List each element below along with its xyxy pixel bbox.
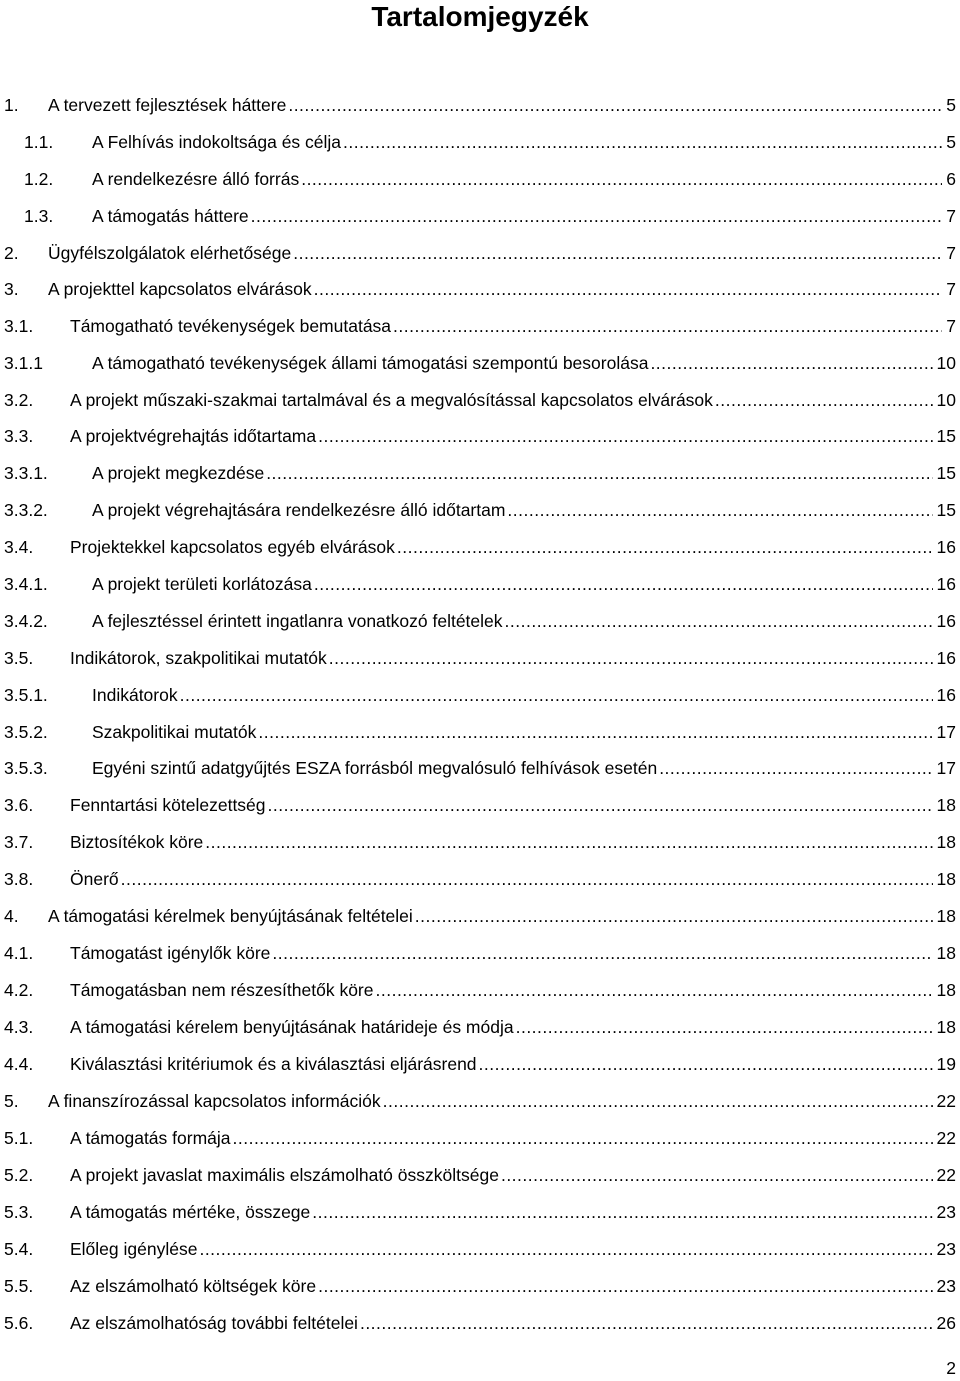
toc-entry-title: Előleg igénylése xyxy=(70,1239,198,1259)
toc-entry-title: Fenntartási kötelezettség xyxy=(70,795,266,815)
toc-entry-title: Támogatható tevékenységek bemutatása xyxy=(70,316,392,336)
toc-entry[interactable] xyxy=(0,238,960,268)
toc-dot-leader xyxy=(360,1308,933,1338)
toc-dot-leader xyxy=(501,1160,933,1190)
toc-entry-page: 7 xyxy=(946,243,956,263)
toc-entry-number: 5.6. xyxy=(4,1313,34,1333)
toc-entry[interactable] xyxy=(0,938,960,968)
toc-dot-leader xyxy=(516,1012,933,1042)
toc-entry[interactable] xyxy=(0,569,960,599)
toc-entry-title: A projekt műszaki-szakmai tartalmával és a megvalósítással kapcsolatos elvárások xyxy=(70,390,713,410)
toc-dot-leader xyxy=(314,569,933,599)
toc-entry-title: Támogatást igénylők köre xyxy=(70,943,271,963)
toc-entry[interactable] xyxy=(0,1197,960,1227)
toc-dot-leader xyxy=(293,238,942,268)
toc-entry-number: 3.3.2. xyxy=(4,500,48,520)
toc-entry-number: 5.1. xyxy=(4,1128,34,1148)
toc-entry-number: 2. xyxy=(4,243,19,263)
toc-entry-number: 5.3. xyxy=(4,1202,34,1222)
toc-entry-number: 3.5. xyxy=(4,648,34,668)
toc-dot-leader xyxy=(268,790,933,820)
toc-entry[interactable] xyxy=(0,1271,960,1301)
toc-entry-title: Indikátorok xyxy=(92,685,178,705)
toc-entry-page: 16 xyxy=(936,537,956,557)
toc-entry-number: 3.8. xyxy=(4,869,34,889)
toc-entry-page: 23 xyxy=(936,1276,956,1296)
toc-entry[interactable] xyxy=(0,1123,960,1153)
toc-entry[interactable] xyxy=(0,421,960,451)
toc-entry-number: 3.4. xyxy=(4,537,34,557)
toc-entry-number: 3.3.1. xyxy=(4,463,48,483)
toc-entry-page: 7 xyxy=(946,316,956,336)
toc-entry-title: A projekt területi korlátozása xyxy=(92,574,312,594)
toc-entry-page: 7 xyxy=(946,279,956,299)
toc-entry-page: 18 xyxy=(936,869,956,889)
toc-dot-leader xyxy=(650,348,932,378)
toc-dot-leader xyxy=(659,753,932,783)
toc-entry-number: 1.2. xyxy=(24,169,54,189)
toc-dot-leader xyxy=(479,1049,933,1079)
toc-dot-leader xyxy=(318,421,932,451)
toc-entry-page: 22 xyxy=(936,1128,956,1148)
toc-entry-number: 1.3. xyxy=(24,206,54,226)
toc-entry-title: A finanszírozással kapcsolatos információk xyxy=(48,1091,381,1111)
toc-entry-number: 4.2. xyxy=(4,980,34,1000)
toc-entry[interactable] xyxy=(0,753,960,783)
toc-entry[interactable] xyxy=(0,1160,960,1190)
toc-dot-leader xyxy=(180,680,933,710)
toc-entry-number: 3.1. xyxy=(4,316,34,336)
toc-dot-leader xyxy=(415,901,933,931)
toc-entry[interactable] xyxy=(0,532,960,562)
toc-entry-number: 3.5.3. xyxy=(4,758,48,778)
toc-entry-page: 6 xyxy=(946,169,956,189)
toc-entry-number: 4.1. xyxy=(4,943,34,963)
toc-entry-page: 7 xyxy=(946,206,956,226)
toc-entry[interactable] xyxy=(0,790,960,820)
toc-entry[interactable] xyxy=(0,901,960,931)
toc-entry[interactable] xyxy=(0,975,960,1005)
toc-dot-leader xyxy=(383,1086,933,1116)
toc-entry-page: 15 xyxy=(936,426,956,446)
toc-entry-page: 18 xyxy=(936,795,956,815)
toc-entry-number: 3.3. xyxy=(4,426,34,446)
toc-entry-title: Biztosítékok köre xyxy=(70,832,204,852)
toc-entry-number: 4.3. xyxy=(4,1017,34,1037)
toc-entry-title: A támogatható tevékenységek állami támogatási szempontú besorolása xyxy=(92,353,649,373)
toc-entry-number: 3.2. xyxy=(4,390,34,410)
toc-dot-leader xyxy=(272,938,932,968)
toc-dot-leader xyxy=(507,495,932,525)
toc-entry-page: 15 xyxy=(936,500,956,520)
toc-entry-title: A projekttel kapcsolatos elvárások xyxy=(48,279,312,299)
toc-dot-leader xyxy=(329,643,933,673)
toc-entry-page: 23 xyxy=(936,1202,956,1222)
toc-entry-page: 17 xyxy=(936,722,956,742)
toc-entry-number: 3.1.1 xyxy=(4,353,43,373)
toc-entry-number: 3.4.2. xyxy=(4,611,48,631)
toc-entry-page: 23 xyxy=(936,1239,956,1259)
toc-entry-title: Projektekkel kapcsolatos egyéb elvárások xyxy=(70,537,395,557)
toc-entry-title: A projekt megkezdése xyxy=(92,463,265,483)
toc-entry[interactable] xyxy=(0,458,960,488)
toc-entry-page: 18 xyxy=(936,1017,956,1037)
toc-entry-number: 3.7. xyxy=(4,832,34,852)
toc-entry[interactable] xyxy=(0,495,960,525)
toc-dot-leader xyxy=(505,606,933,636)
toc-dot-leader xyxy=(314,274,943,304)
toc-entry-page: 16 xyxy=(936,611,956,631)
toc-entry-title: A támogatás mértéke, összege xyxy=(70,1202,311,1222)
toc-dot-leader xyxy=(376,975,933,1005)
toc-dot-leader xyxy=(266,458,932,488)
toc-entry[interactable] xyxy=(0,274,960,304)
toc-entry-page: 17 xyxy=(936,758,956,778)
toc-entry[interactable] xyxy=(0,201,960,231)
toc-entry[interactable] xyxy=(0,127,960,157)
toc-entry-title: Szakpolitikai mutatók xyxy=(92,722,257,742)
toc-entry-page: 19 xyxy=(936,1054,956,1074)
toc-dot-leader xyxy=(233,1123,933,1153)
toc-entry[interactable] xyxy=(0,348,960,378)
toc-entry-title: A tervezett fejlesztések háttere xyxy=(48,95,287,115)
page-title: Tartalomjegyzék xyxy=(371,1,589,32)
toc-entry[interactable] xyxy=(0,311,960,341)
toc-entry-title: Az elszámolható költségek köre xyxy=(70,1276,317,1296)
toc-entry[interactable] xyxy=(0,643,960,673)
toc-entry[interactable] xyxy=(0,1049,960,1079)
toc-entry-page: 5 xyxy=(946,132,956,152)
toc-dot-leader xyxy=(397,532,933,562)
toc-entry-title: Ügyfélszolgálatok elérhetősége xyxy=(48,243,292,263)
toc-entry-title: A támogatás háttere xyxy=(92,206,249,226)
toc-dot-leader xyxy=(312,1197,932,1227)
toc-entry-number: 5.5. xyxy=(4,1276,34,1296)
toc-entry-title: A rendelkezésre álló forrás xyxy=(92,169,300,189)
toc-entry-page: 22 xyxy=(936,1165,956,1185)
toc-entry[interactable] xyxy=(0,1308,960,1338)
toc-entry-title: Támogatásban nem részesíthetők köre xyxy=(70,980,374,1000)
toc-entry[interactable] xyxy=(0,1234,960,1264)
toc-entry-page: 18 xyxy=(936,832,956,852)
toc-entry-title: Kiválasztási kritériumok és a kiválasztási eljárásrend xyxy=(70,1054,477,1074)
toc-entry-number: 4.4. xyxy=(4,1054,34,1074)
toc-entry-number: 1.1. xyxy=(24,132,54,152)
toc-entry-page: 15 xyxy=(936,463,956,483)
toc-entry-number: 3.5.2. xyxy=(4,722,48,742)
toc-entry-title: A projekt végrehajtására rendelkezésre álló időtartam xyxy=(92,500,506,520)
toc-entry-page: 10 xyxy=(936,390,956,410)
toc-entry-number: 5.2. xyxy=(4,1165,34,1185)
toc-dot-leader xyxy=(393,311,942,341)
toc-entry-page: 16 xyxy=(936,685,956,705)
toc-entry-number: 1. xyxy=(4,95,19,115)
toc-entry[interactable] xyxy=(0,827,960,857)
toc-entry[interactable] xyxy=(0,606,960,636)
toc-entry[interactable] xyxy=(0,717,960,747)
toc-entry-number: 3.6. xyxy=(4,795,34,815)
toc-dot-leader xyxy=(301,164,942,194)
toc-dot-leader xyxy=(258,717,932,747)
toc-entry-title: Önerő xyxy=(70,869,119,889)
toc-entry-title: A projekt javaslat maximális elszámolható összköltsége xyxy=(70,1165,499,1185)
toc-dot-leader xyxy=(715,385,933,415)
toc-entry-title: A projektvégrehajtás időtartama xyxy=(70,426,317,446)
toc-entry[interactable] xyxy=(0,1012,960,1042)
toc-entry-title: A Felhívás indokoltsága és célja xyxy=(92,132,342,152)
toc-entry[interactable] xyxy=(0,164,960,194)
toc-entry[interactable] xyxy=(0,1086,960,1116)
toc-entry-page: 22 xyxy=(936,1091,956,1111)
toc-dot-leader xyxy=(199,1234,932,1264)
toc-entry-title: Egyéni szintű adatgyűjtés ESZA forrásból megvalósuló felhívások esetén xyxy=(92,758,658,778)
toc-dot-leader xyxy=(318,1271,932,1301)
toc-entry-page: 16 xyxy=(936,648,956,668)
toc-entry-number: 5. xyxy=(4,1091,19,1111)
toc-entry[interactable] xyxy=(0,385,960,415)
toc-entry-title: A támogatási kérelem benyújtásának határideje és módja xyxy=(70,1017,514,1037)
toc-entry-page: 18 xyxy=(936,906,956,926)
toc-entry-number: 3.5.1. xyxy=(4,685,48,705)
toc-entry[interactable] xyxy=(0,680,960,710)
toc-entry-number: 3. xyxy=(4,279,19,299)
toc-dot-leader xyxy=(205,827,932,857)
toc-entry-title: A támogatás formája xyxy=(70,1128,231,1148)
toc-entry-title: Az elszámolhatóság további feltételei xyxy=(70,1313,358,1333)
toc-entry-title: A támogatási kérelmek benyújtásának feltételei xyxy=(48,906,413,926)
toc-entry-number: 5.4. xyxy=(4,1239,34,1259)
toc-entry-page: 18 xyxy=(936,980,956,1000)
toc-entry-title: Indikátorok, szakpolitikai mutatók xyxy=(70,648,327,668)
toc-entry[interactable] xyxy=(0,864,960,894)
toc-entry-page: 18 xyxy=(936,943,956,963)
page-number: 2 xyxy=(946,1358,956,1378)
toc-dot-leader xyxy=(121,864,933,894)
toc-entry-page: 26 xyxy=(936,1313,956,1333)
toc-entry-number: 3.4.1. xyxy=(4,574,48,594)
toc-entry-page: 10 xyxy=(936,353,956,373)
toc-dot-leader xyxy=(251,201,943,231)
toc-entry-page: 16 xyxy=(936,574,956,594)
toc-entry-number: 4. xyxy=(4,906,19,926)
toc-entry[interactable] xyxy=(0,90,960,120)
toc-entry-title: A fejlesztéssel érintett ingatlanra vonatkozó feltételek xyxy=(92,611,503,631)
toc-dot-leader xyxy=(343,127,942,157)
toc-dot-leader xyxy=(288,90,942,120)
toc-entry-page: 5 xyxy=(946,95,956,115)
